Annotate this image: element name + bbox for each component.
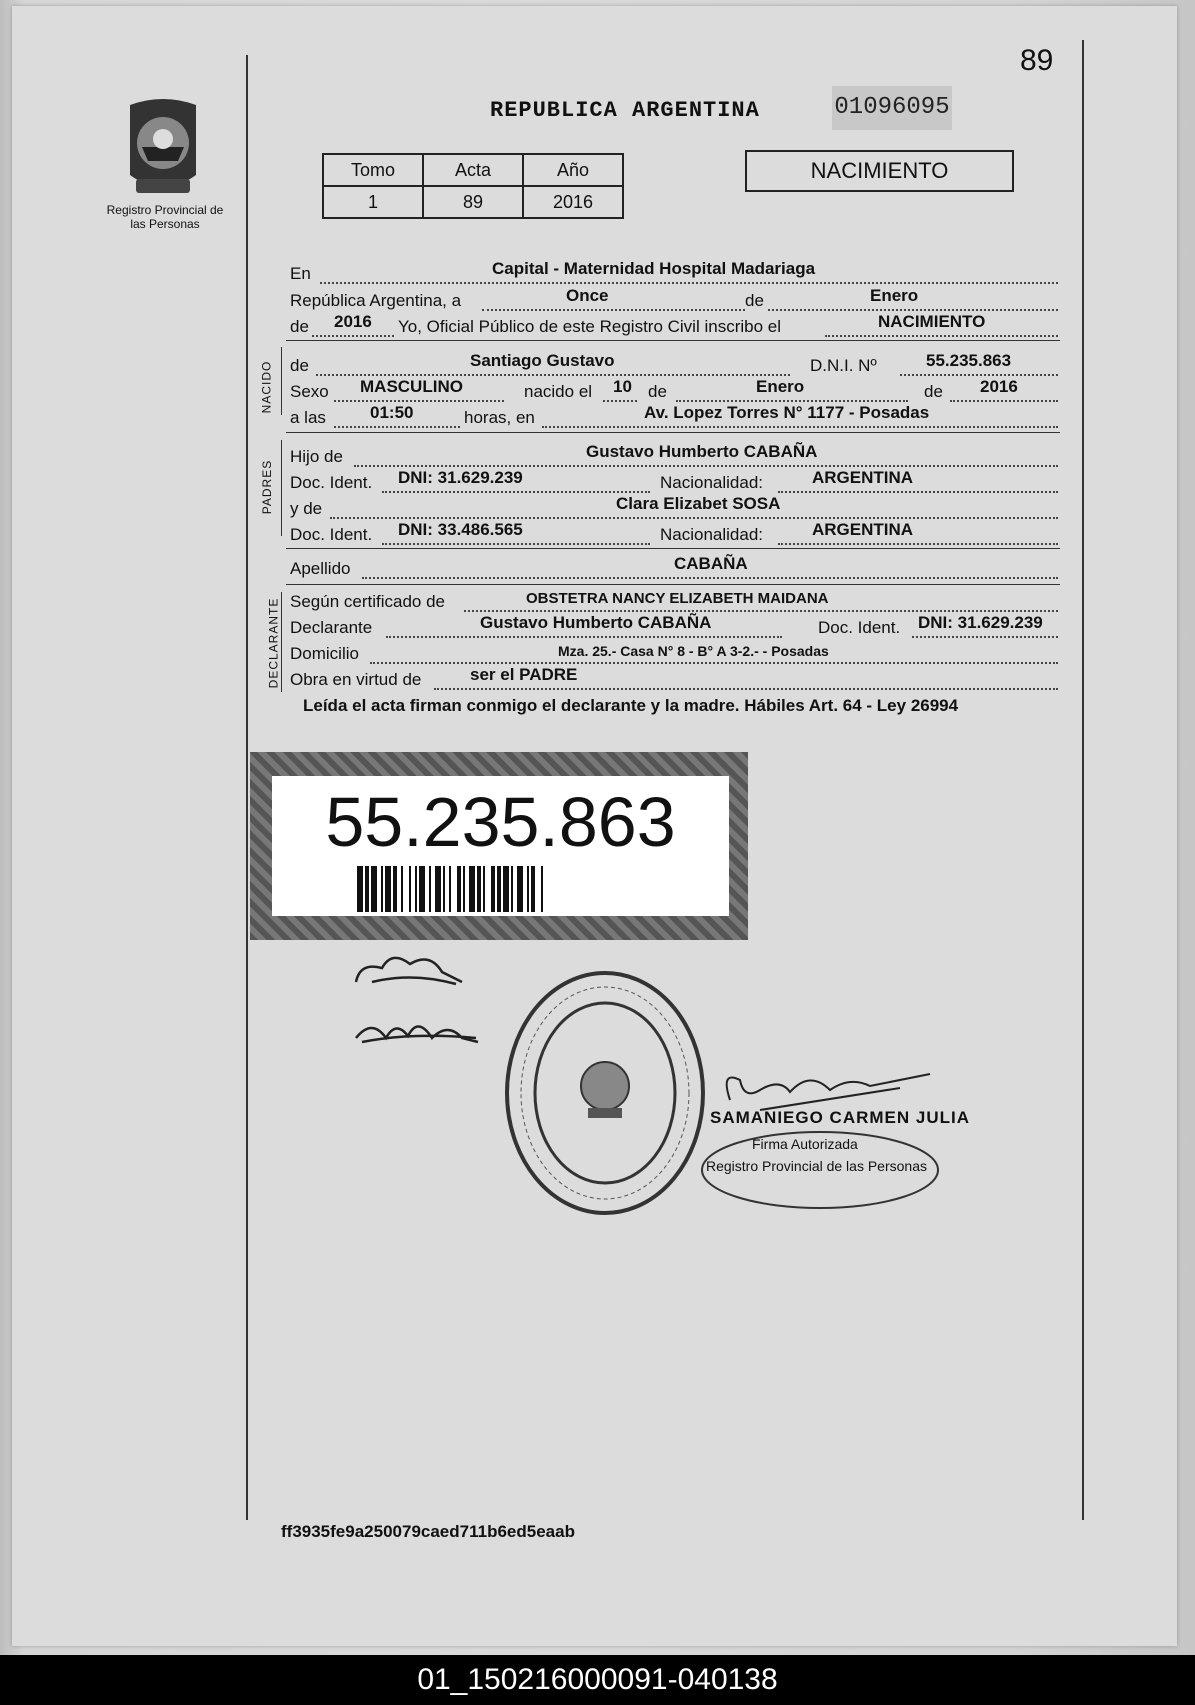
registry-table [322,153,624,219]
label-hijo-de: Hijo de [290,447,343,466]
row-fecha [290,287,1058,313]
value-acta: 89 [423,186,523,218]
label-sexo: Sexo [290,382,329,401]
barcode-number: 55.235.863 [325,783,676,861]
barcode-bars [357,866,647,912]
label-obra: Obra en virtud de [290,670,422,689]
dotted-line [950,400,1058,402]
signer-office: Registro Provincial de las Personas [706,1158,927,1174]
value-nac-anio: 2016 [980,377,1018,396]
value-anio: 2016 [523,186,623,218]
dotted-line [542,426,1058,428]
barcode-card [272,776,729,916]
section-separator [286,432,1060,433]
label-doc-ident: Doc. Ident. [818,618,901,637]
signer-name: SAMANIEGO CARMEN JULIA [710,1108,971,1127]
row-padre [290,443,1058,469]
label-republica: República Argentina, a [290,291,462,310]
dotted-line [778,543,1058,545]
label-de: de [290,356,309,375]
value-certificado: OBSTETRA NANCY ELIZABETH MAIDANA [526,590,829,607]
value-padre-nac: ARGENTINA [812,468,914,487]
value-declarante-dni: DNI: 31.629.239 [918,613,1043,632]
row-domicilio [290,640,1058,666]
label-nacionalidad: Nacionalidad: [660,473,764,492]
section-bracket [281,440,282,536]
province-seal-logo [118,95,208,199]
dotted-line [334,400,504,402]
section-bracket [281,347,282,415]
section-bracket [281,592,282,692]
label-declarante: Declarante [290,618,373,637]
dotted-line [482,309,745,311]
signature-madre [352,1008,482,1058]
label-doc-ident: Doc. Ident. [290,473,373,492]
dotted-line [912,636,1058,638]
dotted-line [320,282,1058,284]
dotted-line [768,309,1058,311]
value-tomo: 1 [323,186,423,218]
dotted-line [370,662,1058,664]
dotted-line [382,491,650,493]
right-margin-line [1082,40,1084,1520]
value-anio: 2016 [334,312,372,331]
label-a-las: a las [290,408,326,427]
signature-declarante [352,942,472,992]
value-lugar: Capital - Maternidad Hospital Madariaga [492,259,816,278]
header-acta: Acta [423,154,523,186]
label-y-de: y de [290,499,323,518]
dotted-line [900,374,1058,376]
section-separator [286,340,1060,341]
document-title: REPUBLICA ARGENTINA [490,98,760,123]
label-de: de [745,291,764,310]
value-nombre: Santiago Gustavo [470,351,615,370]
barcode-sticker [250,752,748,940]
dotted-line [354,465,1058,467]
side-label-nacido: NACIDO [259,360,274,414]
label-nacionalidad: Nacionalidad: [660,525,764,544]
record-type-box: NACIMIENTO [745,150,1014,192]
row-padre-doc [290,469,1058,495]
row-inscripcion [290,313,1058,339]
side-label-padres: PADRES [260,459,275,515]
dotted-line [386,636,782,638]
label-domicilio: Domicilio [290,644,359,663]
row-certificado [290,588,1058,614]
header-tomo: Tomo [323,154,423,186]
label-yo: Yo, Oficial Público de este Registro Civil inscribo el [398,317,781,336]
scan-footer-id: 01_150216000091-040138 [0,1655,1195,1705]
label-de: de [290,317,309,336]
value-nac-mes: Enero [756,377,805,396]
value-domicilio: Mza. 25.- Casa N° 8 - B° A 3-2.- - Posadas [558,643,829,659]
dotted-line [825,335,1058,337]
value-sexo: MASCULINO [360,377,463,396]
serial-number: 01096095 [832,86,952,130]
dotted-line [316,374,790,376]
official-stamp [500,968,710,1218]
dotted-line [312,335,394,337]
section-separator [286,548,1060,549]
row-obra [290,666,1058,692]
row-lugar [290,260,1058,286]
value-padre: Gustavo Humberto CABAÑA [586,442,818,461]
closing-note: Leída el acta firman conmigo el declarante y la madre. Hábiles Art. 64 - Ley 26994 [303,696,959,715]
dotted-line [676,400,908,402]
row-hora [290,404,1058,430]
label-apellido: Apellido [290,559,351,578]
header-anio: Año [523,154,623,186]
value-tipo: NACIMIENTO [878,312,986,331]
page-number: 89 [1020,44,1054,77]
dotted-line [382,543,650,545]
value-dni: 55.235.863 [926,351,1012,370]
value-apellido: CABAÑA [674,554,748,573]
row-madre [290,495,1058,521]
label-de: de [648,382,667,401]
value-madre: Clara Elizabet SOSA [616,494,781,513]
value-direccion: Av. Lopez Torres N° 1177 - Posadas [644,403,930,422]
dotted-line [464,610,1058,612]
value-padre-dni: DNI: 31.629.239 [398,468,523,487]
row-madre-doc [290,521,1058,547]
dotted-line [778,491,1058,493]
label-nacido: nacido el [524,382,593,401]
label-segun: Según certificado de [290,592,445,611]
section-separator [286,584,1060,585]
dotted-line [334,426,460,428]
dotted-line [330,517,1058,519]
signer-title: Firma Autorizada [752,1136,858,1152]
logo-caption: Registro Provincial de las Personas [106,203,224,231]
label-horas: horas, en [464,408,535,427]
row-sexo [290,378,1058,404]
label-de: de [924,382,943,401]
label-doc-ident: Doc. Ident. [290,525,373,544]
value-madre-dni: DNI: 33.486.565 [398,520,523,539]
dotted-line [434,688,1058,690]
value-dia: Once [566,286,609,305]
row-nombre [290,352,1058,378]
label-dni: D.N.I. Nº [810,356,877,375]
value-nac-dia: 10 [613,377,632,396]
authorized-signature [700,1060,960,1210]
value-hora: 01:50 [370,403,414,422]
side-label-declarante: DECLARANTE [266,597,281,689]
value-obra: ser el PADRE [470,665,578,684]
row-apellido [290,555,1058,581]
document-hash: ff3935fe9a250079caed711b6ed5eaab [281,1522,575,1541]
value-declarante: Gustavo Humberto CABAÑA [480,613,712,632]
value-madre-nac: ARGENTINA [812,520,914,539]
left-margin-line [246,55,248,1520]
dotted-line [603,400,637,402]
dotted-line [362,577,1058,579]
value-mes: Enero [870,286,919,305]
row-declarante [290,614,1058,640]
label-en: En [290,264,311,283]
